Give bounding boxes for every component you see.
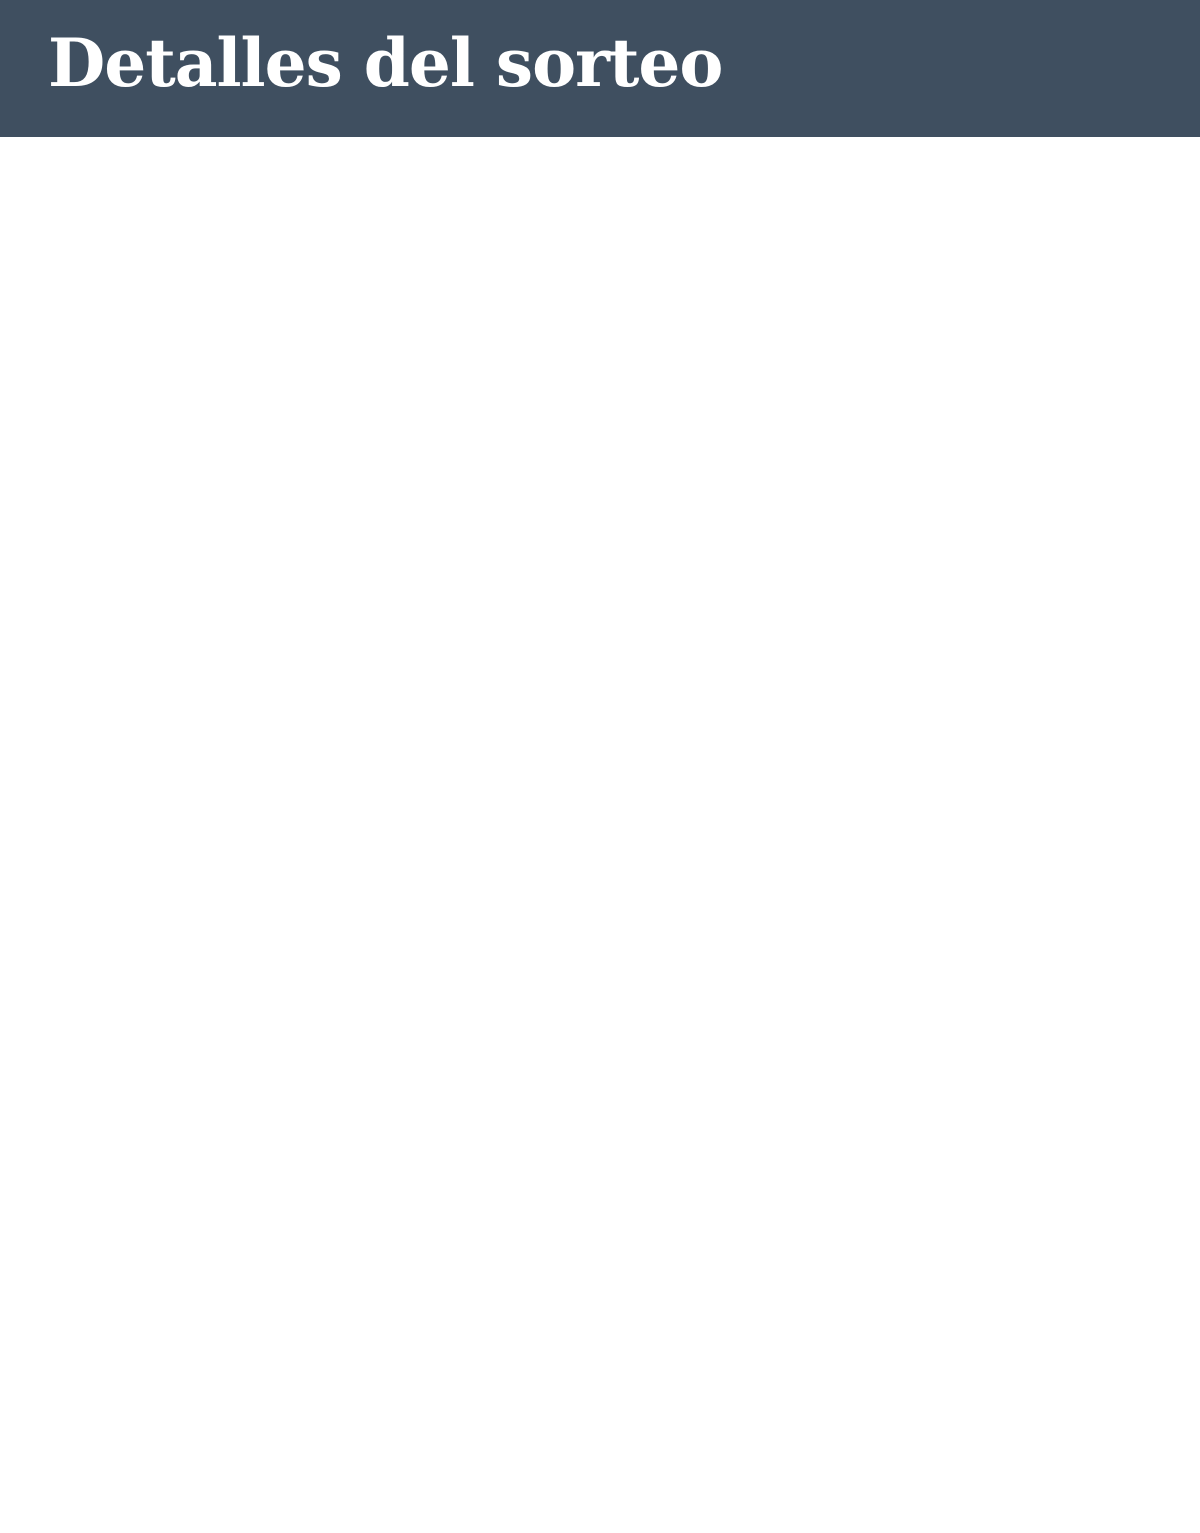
page-header — [0, 0, 1200, 137]
section-que-se-juega — [0, 137, 1200, 339]
page-title: Detalles del sorteo — [48, 23, 723, 102]
